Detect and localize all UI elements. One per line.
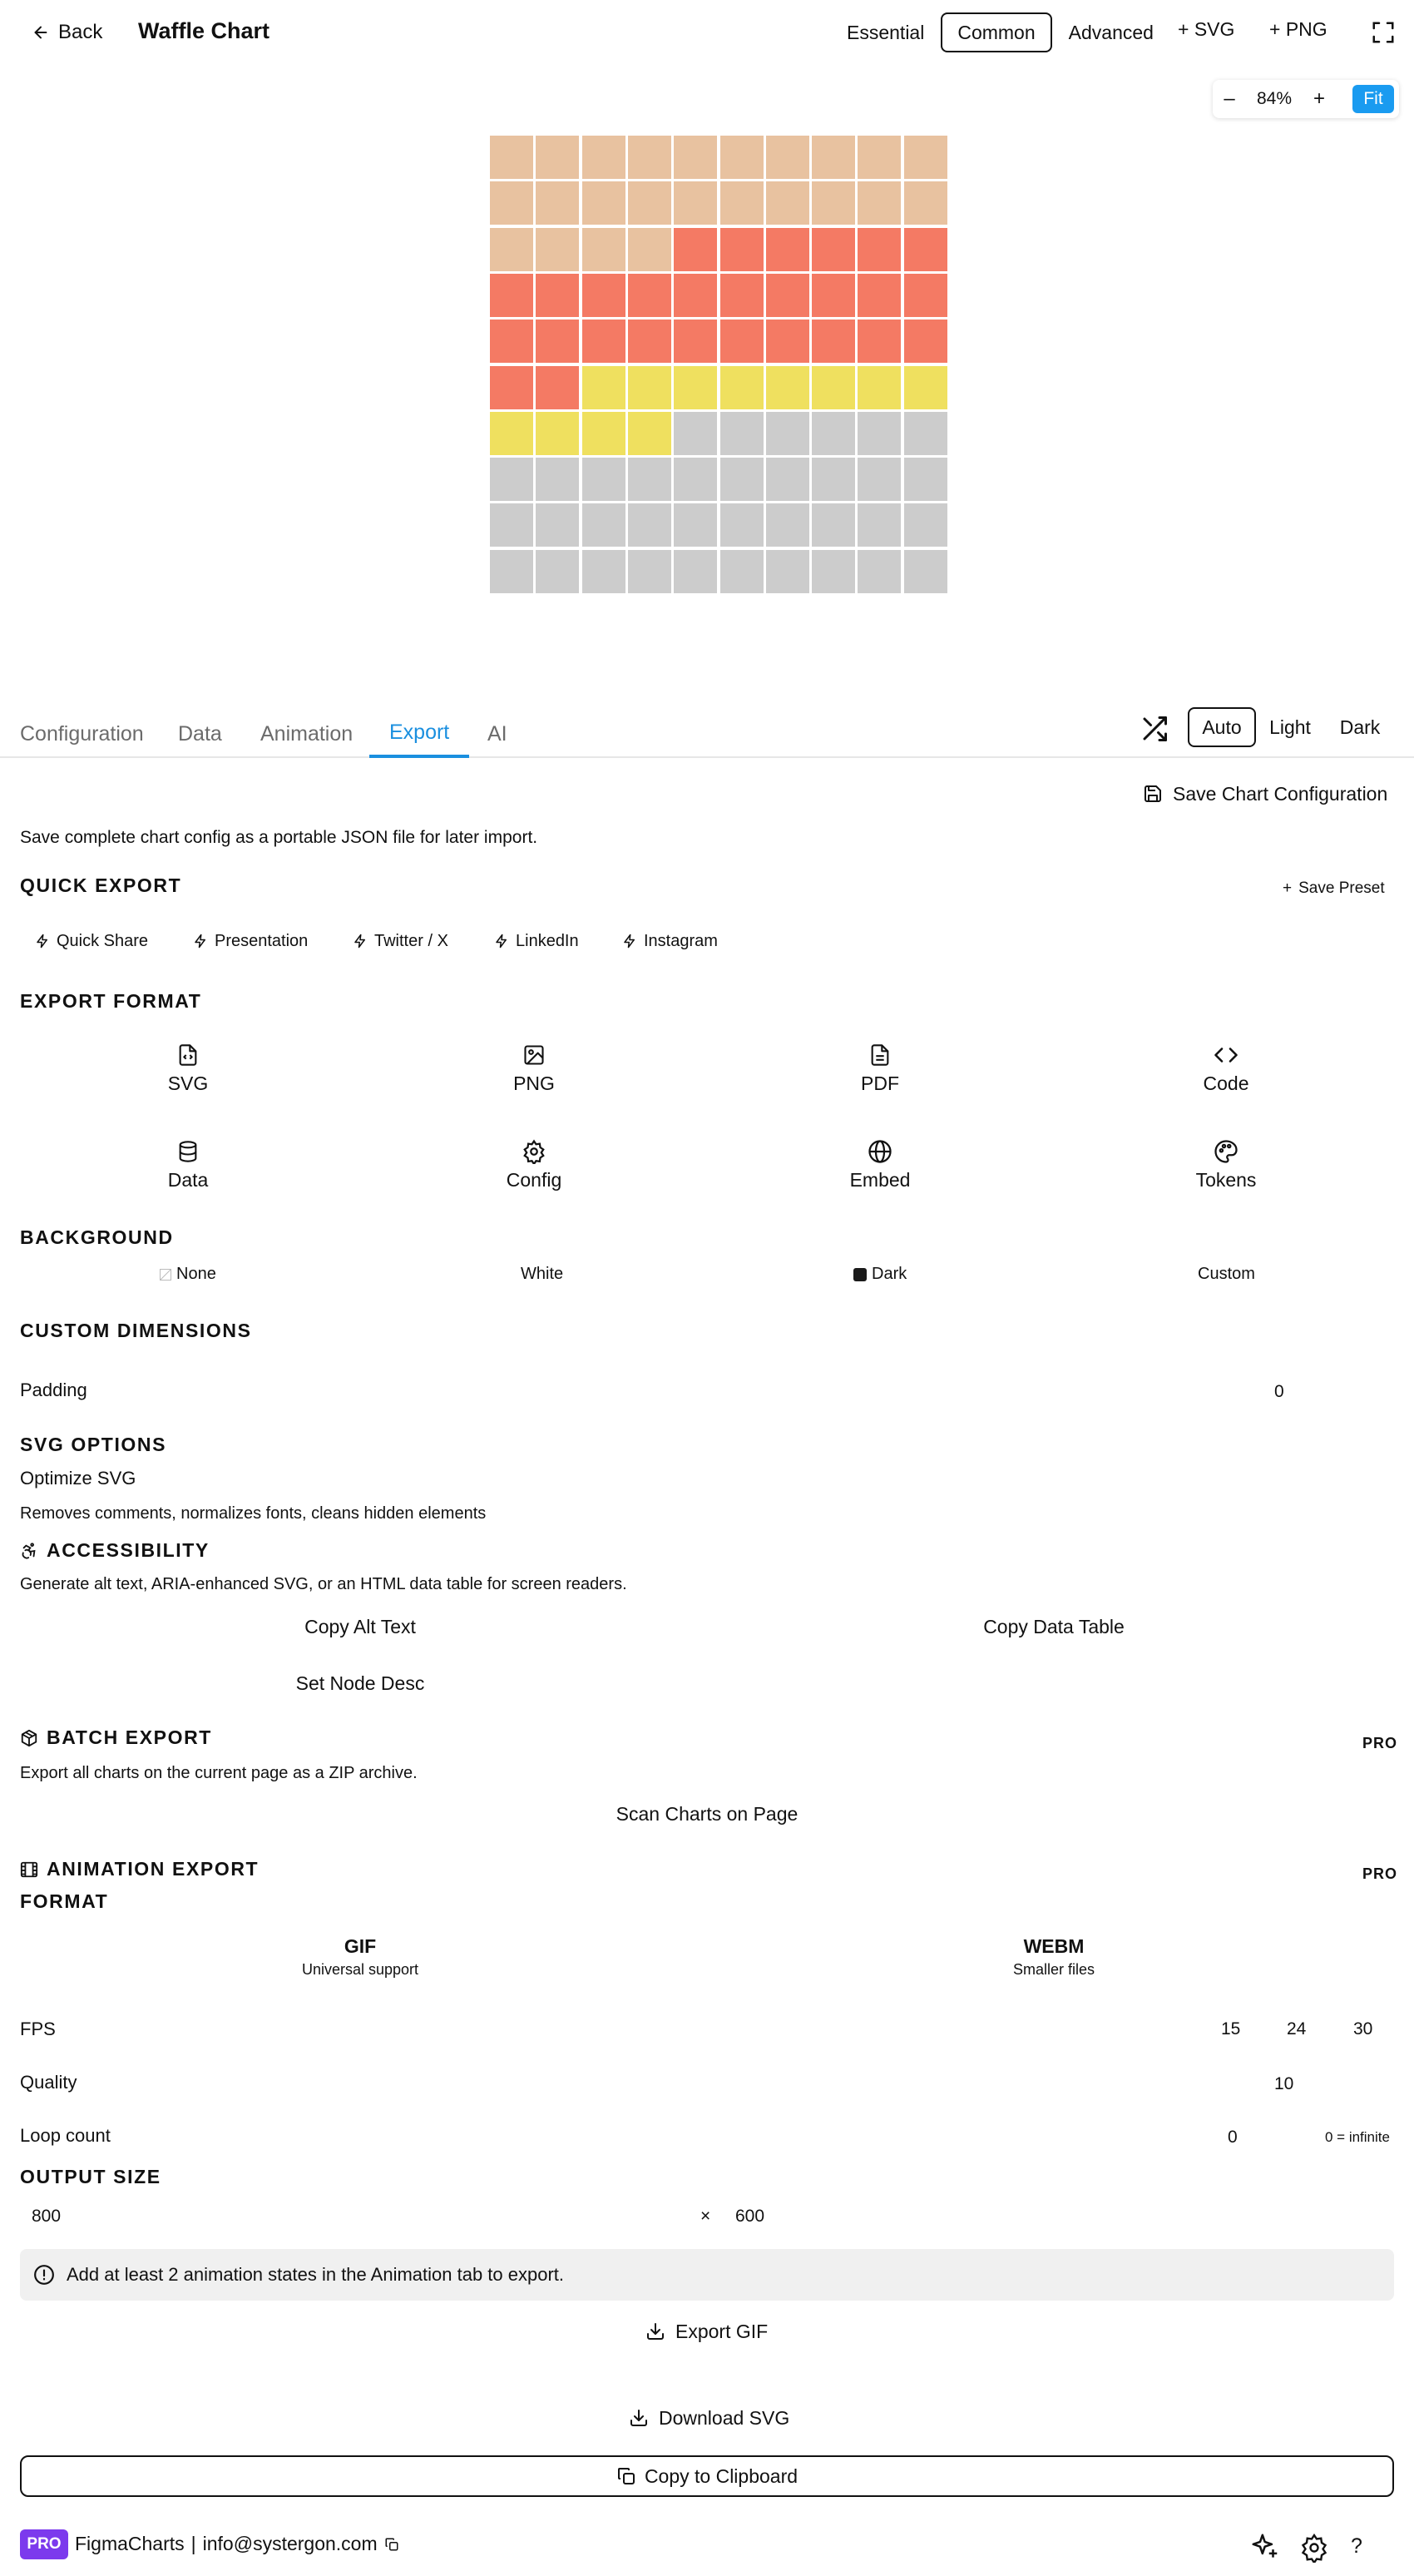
waffle-cell <box>858 458 901 501</box>
waffle-cell <box>766 274 809 317</box>
padding-input[interactable]: 0 <box>1274 1382 1284 1401</box>
accessibility-title: ACCESSIBILITY <box>47 1539 210 1561</box>
output-size-title: OUTPUT SIZE <box>20 2166 161 2187</box>
waffle-cell <box>582 320 625 363</box>
copy-alt-text-button[interactable]: Copy Alt Text <box>304 1615 416 1637</box>
waffle-cell <box>490 136 533 179</box>
waffle-cell <box>766 458 809 501</box>
waffle-cell <box>628 320 671 363</box>
waffle-cell <box>766 320 809 363</box>
format-pdf-label: PDF <box>861 1073 899 1094</box>
tab-data[interactable]: Data <box>178 722 222 746</box>
waffle-cell <box>812 458 855 501</box>
instagram-chip[interactable] <box>622 927 718 955</box>
waffle-cell <box>766 412 809 455</box>
waffle-cell <box>766 503 809 547</box>
contact-email[interactable]: info@systergon.com <box>202 2533 378 2554</box>
waffle-cell <box>628 550 671 593</box>
animation-pro-badge: PRO <box>1362 1865 1398 1882</box>
waffle-cell <box>720 136 764 179</box>
loop-count-input[interactable]: 0 <box>1228 2128 1238 2147</box>
webm-label: WEBM <box>1023 1935 1085 1957</box>
waffle-cell <box>858 136 901 179</box>
animation-format-label: FORMAT <box>20 1890 109 1912</box>
waffle-cell <box>490 181 533 225</box>
background-none-option[interactable] <box>160 1265 216 1284</box>
padding-label: Padding <box>20 1380 87 1400</box>
animation-export-header <box>20 1858 259 1880</box>
background-white-label: White <box>521 1265 564 1283</box>
waffle-cell <box>536 136 579 179</box>
times-symbol: × <box>700 2207 711 2226</box>
database-icon <box>176 1139 200 1164</box>
waffle-cell <box>720 503 764 547</box>
waffle-cell <box>812 228 855 271</box>
gif-format-option[interactable] <box>20 1935 700 1982</box>
copy-to-clipboard-button[interactable] <box>20 2455 1394 2497</box>
theme-light-button[interactable]: Light <box>1269 716 1311 738</box>
format-tokens-button[interactable] <box>1176 1139 1276 1191</box>
back-label: Back <box>58 21 103 43</box>
quick-share-chip[interactable] <box>35 927 148 955</box>
download-icon <box>645 2321 665 2341</box>
waffle-cell <box>536 412 579 455</box>
help-button[interactable]: ? <box>1351 2534 1362 2558</box>
ai-sparkle-icon[interactable] <box>1249 2531 1281 2563</box>
waffle-cell <box>628 366 671 409</box>
twitter-label: Twitter / X <box>374 931 448 950</box>
format-png-label: PNG <box>513 1073 555 1094</box>
fps-15-option[interactable]: 15 <box>1221 2019 1241 2039</box>
svg-options-title: SVG OPTIONS <box>20 1434 167 1455</box>
waffle-cell <box>582 550 625 593</box>
waffle-cell <box>720 228 764 271</box>
animation-export-title: ANIMATION EXPORT <box>47 1858 260 1880</box>
waffle-cell <box>720 412 764 455</box>
waffle-cell <box>812 274 855 317</box>
waffle-cell <box>628 412 671 455</box>
shuffle-icon[interactable] <box>1140 714 1169 744</box>
settings-gear-icon[interactable] <box>1299 2533 1329 2563</box>
waffle-cell <box>858 320 901 363</box>
loop-count-hint: 0 = infinite <box>1325 2129 1390 2145</box>
waffle-cell <box>490 320 533 363</box>
background-none-label: None <box>176 1265 216 1283</box>
save-config-description: Save complete chart config as a portable JSON file for later import. <box>20 828 538 847</box>
format-data-label: Data <box>167 1169 209 1191</box>
waffle-cell <box>674 136 717 179</box>
waffle-cell <box>858 550 901 593</box>
copy-icon <box>616 2466 636 2486</box>
code-icon <box>1214 1043 1238 1068</box>
accessibility-header <box>20 1539 210 1562</box>
waffle-cell <box>766 228 809 271</box>
file-text-icon <box>868 1043 892 1068</box>
waffle-chart <box>490 136 950 596</box>
waffle-cell <box>674 320 717 363</box>
tab-animation[interactable]: Animation <box>260 722 354 746</box>
waffle-cell <box>904 412 947 455</box>
waffle-cell <box>536 550 579 593</box>
presentation-label: Presentation <box>215 931 309 950</box>
waffle-cell <box>904 320 947 363</box>
waffle-cell <box>490 550 533 593</box>
footer-separator: | <box>190 2533 196 2554</box>
copy-to-clipboard-label: Copy to Clipboard <box>644 2465 798 2487</box>
animation-notice-text: Add at least 2 animation states in the Animation tab to export. <box>67 2264 565 2285</box>
back-button[interactable] <box>32 17 102 48</box>
image-icon <box>522 1043 546 1068</box>
background-custom-label: Custom <box>1198 1265 1255 1283</box>
waffle-cell <box>582 181 625 225</box>
waffle-cell <box>904 136 947 179</box>
waffle-cell <box>628 274 671 317</box>
scan-charts-button[interactable]: Scan Charts on Page <box>616 1802 798 1825</box>
waffle-cell <box>674 228 717 271</box>
top-bar <box>0 0 1414 65</box>
waffle-cell <box>812 136 855 179</box>
download-icon <box>629 2408 649 2428</box>
waffle-cell <box>720 366 764 409</box>
background-dark-label: Dark <box>872 1265 907 1283</box>
waffle-cell <box>536 458 579 501</box>
lightning-icon <box>622 934 637 949</box>
batch-export-header <box>20 1726 212 1749</box>
lightning-icon <box>353 934 368 949</box>
format-config-button[interactable] <box>484 1139 584 1191</box>
linkedin-label: LinkedIn <box>516 931 579 950</box>
waffle-cell <box>766 136 809 179</box>
export-gif-label: Export GIF <box>675 2320 769 2342</box>
mode-common[interactable]: Common <box>941 12 1051 52</box>
copy-data-table-button[interactable]: Copy Data Table <box>983 1615 1125 1637</box>
waffle-cell <box>720 458 764 501</box>
waffle-cell <box>582 503 625 547</box>
tab-export[interactable]: Export <box>369 711 469 758</box>
background-white-option[interactable] <box>521 1265 563 1284</box>
waffle-cell <box>490 228 533 271</box>
waffle-cell <box>674 412 717 455</box>
download-svg-label: Download SVG <box>659 2406 790 2429</box>
waffle-cell <box>536 181 579 225</box>
download-svg-button[interactable] <box>629 2401 789 2435</box>
quick-share-label: Quick Share <box>57 931 149 950</box>
quality-input[interactable]: 10 <box>1274 2074 1294 2093</box>
zoom-control <box>1213 80 1399 118</box>
optimize-svg-toggle[interactable]: Optimize SVG <box>20 1468 136 1489</box>
accessibility-description: Generate alt text, ARIA-enhanced SVG, or an HTML data table for screen readers. <box>20 1575 627 1593</box>
save-config-button[interactable] <box>1143 779 1387 809</box>
fullscreen-icon[interactable] <box>1371 20 1396 45</box>
output-height-input[interactable]: 600 <box>735 2207 765 2226</box>
waffle-cell <box>536 366 579 409</box>
info-icon <box>33 2264 55 2286</box>
add-png-button[interactable]: + PNG <box>1269 18 1327 40</box>
waffle-cell <box>490 412 533 455</box>
waffle-cell <box>674 550 717 593</box>
format-svg-button[interactable] <box>138 1043 238 1095</box>
webm-format-option[interactable] <box>714 1935 1394 1982</box>
background-custom-option[interactable] <box>1198 1265 1255 1284</box>
format-code-button[interactable] <box>1176 1043 1276 1095</box>
waffle-cell <box>904 366 947 409</box>
waffle-cell <box>812 503 855 547</box>
waffle-cell <box>674 503 717 547</box>
copy-email-icon[interactable] <box>384 2537 399 2552</box>
waffle-cell <box>628 503 671 547</box>
zoom-out-button[interactable]: – <box>1224 87 1235 110</box>
lightning-icon <box>193 934 208 949</box>
export-format-title: EXPORT FORMAT <box>20 990 202 1012</box>
background-title: BACKGROUND <box>20 1226 174 1248</box>
waffle-cell <box>766 550 809 593</box>
waffle-cell <box>904 228 947 271</box>
gif-sublabel: Universal support <box>301 1961 419 1978</box>
save-preset-label: Save Preset <box>1298 879 1385 897</box>
tab-configuration[interactable]: Configuration <box>20 722 144 746</box>
format-pdf-button[interactable] <box>830 1043 930 1095</box>
animation-notice <box>20 2249 1394 2301</box>
waffle-cell <box>490 366 533 409</box>
gear-icon <box>522 1139 546 1164</box>
format-tokens-label: Tokens <box>1195 1169 1257 1191</box>
format-code-label: Code <box>1203 1073 1249 1094</box>
waffle-cell <box>858 412 901 455</box>
waffle-cell <box>904 503 947 547</box>
waffle-cell <box>536 503 579 547</box>
export-gif-button[interactable] <box>645 2315 768 2348</box>
fps-24-option[interactable]: 24 <box>1287 2019 1307 2039</box>
mode-switcher <box>830 12 1170 52</box>
save-preset-button[interactable] <box>1283 876 1385 901</box>
save-config-label: Save Chart Configuration <box>1173 782 1388 805</box>
waffle-cell <box>536 274 579 317</box>
waffle-cell <box>812 181 855 225</box>
presentation-chip[interactable] <box>193 927 308 955</box>
waffle-cell <box>536 320 579 363</box>
fps-30-option[interactable]: 30 <box>1353 2019 1373 2039</box>
page-title: Waffle Chart <box>138 18 270 43</box>
package-icon <box>20 1729 38 1747</box>
file-code-icon <box>176 1043 200 1068</box>
custom-dimensions-title: CUSTOM DIMENSIONS <box>20 1320 252 1341</box>
save-icon <box>1143 784 1163 804</box>
palette-icon <box>1214 1139 1238 1164</box>
batch-pro-badge: PRO <box>1362 1735 1398 1751</box>
waffle-cell <box>766 366 809 409</box>
waffle-cell <box>628 458 671 501</box>
mode-essential[interactable]: Essential <box>847 21 925 43</box>
waffle-cell <box>904 181 947 225</box>
dark-swatch-icon <box>853 1268 867 1281</box>
zoom-level: 84% <box>1256 89 1293 108</box>
waffle-cell <box>582 366 625 409</box>
theme-dark-button[interactable]: Dark <box>1339 716 1381 738</box>
waffle-cell <box>674 458 717 501</box>
lightning-icon <box>35 934 50 949</box>
waffle-cell <box>628 136 671 179</box>
quality-label: Quality <box>20 2072 77 2093</box>
film-icon <box>20 1860 38 1879</box>
waffle-cell <box>536 228 579 271</box>
waffle-cell <box>812 320 855 363</box>
set-node-desc-button[interactable]: Set Node Desc <box>295 1672 425 1694</box>
pro-badge: PRO <box>20 2529 68 2559</box>
quick-export-title: QUICK EXPORT <box>20 874 182 896</box>
waffle-cell <box>582 458 625 501</box>
output-width-input[interactable]: 800 <box>32 2207 62 2226</box>
footer-info <box>75 2533 399 2555</box>
zoom-fit-button[interactable]: Fit <box>1352 85 1394 113</box>
waffle-cell <box>904 550 947 593</box>
batch-export-description: Export all charts on the current page as a ZIP archive. <box>20 1764 418 1782</box>
arrow-left-icon <box>32 23 50 42</box>
waffle-cell <box>490 503 533 547</box>
waffle-cell <box>858 181 901 225</box>
waffle-cell <box>720 274 764 317</box>
twitter-chip[interactable] <box>353 927 448 955</box>
waffle-cell <box>720 320 764 363</box>
waffle-cell <box>766 181 809 225</box>
waffle-cell <box>628 181 671 225</box>
plus-icon: + <box>1283 879 1293 897</box>
format-data-button[interactable] <box>138 1139 238 1191</box>
waffle-cell <box>628 228 671 271</box>
waffle-cell <box>490 274 533 317</box>
instagram-label: Instagram <box>644 931 718 950</box>
waffle-cell <box>674 274 717 317</box>
accessibility-icon <box>20 1542 38 1560</box>
waffle-cell <box>582 274 625 317</box>
waffle-cell <box>490 458 533 501</box>
gif-label: GIF <box>344 1935 377 1957</box>
linkedin-chip[interactable] <box>494 927 579 955</box>
fps-label: FPS <box>20 2019 56 2039</box>
format-embed-label: Embed <box>849 1169 911 1191</box>
waffle-cell <box>674 366 717 409</box>
waffle-cell <box>858 274 901 317</box>
add-svg-button[interactable]: + SVG <box>1178 18 1235 40</box>
format-svg-label: SVG <box>167 1073 209 1094</box>
brand-name: FigmaCharts <box>75 2533 185 2554</box>
waffle-cell <box>812 412 855 455</box>
optimize-svg-description: Removes comments, normalizes fonts, cleans hidden elements <box>20 1504 487 1523</box>
waffle-cell <box>582 412 625 455</box>
waffle-cell <box>904 274 947 317</box>
lightning-icon <box>494 934 509 949</box>
format-embed-button[interactable] <box>830 1139 930 1191</box>
webm-sublabel: Smaller files <box>1012 1961 1095 1978</box>
globe-icon <box>868 1139 892 1164</box>
tab-ai[interactable]: AI <box>487 722 507 746</box>
waffle-cell <box>720 181 764 225</box>
waffle-cell <box>858 228 901 271</box>
waffle-cell <box>582 136 625 179</box>
batch-export-title: BATCH EXPORT <box>47 1726 212 1748</box>
transparent-icon <box>160 1269 171 1281</box>
zoom-in-button[interactable]: + <box>1313 87 1325 110</box>
background-dark-option[interactable] <box>853 1265 907 1284</box>
waffle-cell <box>812 366 855 409</box>
theme-auto-button[interactable]: Auto <box>1188 707 1256 747</box>
waffle-cell <box>858 366 901 409</box>
waffle-cell <box>674 181 717 225</box>
waffle-cell <box>582 228 625 271</box>
waffle-cell <box>812 550 855 593</box>
format-png-button[interactable] <box>484 1043 584 1095</box>
format-config-label: Config <box>506 1169 562 1191</box>
mode-advanced[interactable]: Advanced <box>1068 21 1154 43</box>
loop-count-label: Loop count <box>20 2125 111 2146</box>
waffle-cell <box>720 550 764 593</box>
waffle-cell <box>858 503 901 547</box>
waffle-cell <box>904 458 947 501</box>
